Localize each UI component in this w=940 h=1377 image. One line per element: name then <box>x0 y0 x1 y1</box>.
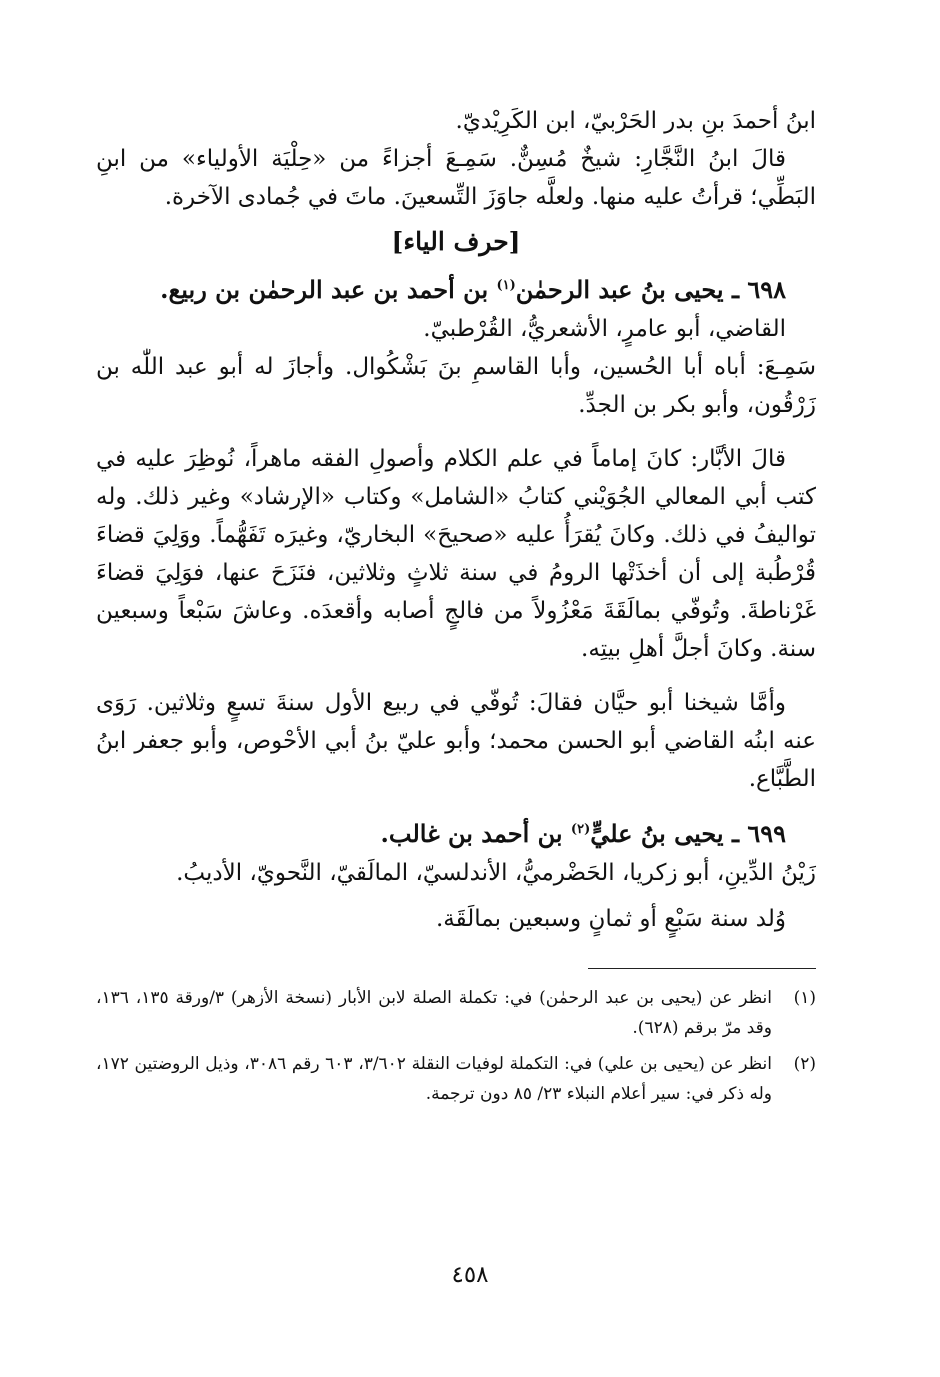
entry-paragraph: سَمِـعَ: أباه أبا الحُسين، وأبا القاسمِ بنَ بَشْكُوال. وأجازَ له أبو عبد اللّٰه بن زَرْقُون، وأبو بكر بن الجدِّ. <box>96 354 816 418</box>
entry-title <box>96 814 816 854</box>
footnote-ref[interactable]: (٢) <box>570 822 591 837</box>
entry-name: يحيى بنُ عليٍّ <box>590 819 724 848</box>
entry-title <box>96 270 816 310</box>
footnote-text: انظر عن (يحيى بن عبد الرحمٰن) في: تكملة الصلة لابن الأبار (نسخة الأزهر) ٣/ورقة ١٣٥، ١٣٦، وقد مرّ برقم (٦٢٨). <box>96 988 773 1038</box>
continuation-paragraph: قالَ ابنُ النَّجَّارِ: شيخٌ مُسِنٌّ. سَمِـعَ أجزاءً من «حِلْيَة الأولياء» من ابنِ البَطِّي؛ قرأتُ عليه منها. ولعلَّه جاوَزَ التِّسعينَ. ماتَ في جُمادى الآخرة. <box>96 146 816 210</box>
footnote <box>96 983 816 1043</box>
entry-number: ٦٩٨ ـ <box>731 275 786 304</box>
footnote-marker: (٢) <box>793 1054 816 1074</box>
entry-number: ٦٩٩ ـ <box>731 819 786 848</box>
entry-698 <box>96 270 816 798</box>
continuation-line: ابنُ أحمدَ بنِ بدر الحَرْبيّ، ابن الكَرِيْديّ. <box>455 108 816 134</box>
entry-paragraph: زَيْنُ الدِّينِ، أبو زكريا، الحَضْرميُّ، الأندلسيّ، المالَقيّ، النَّحويّ، الأديبُ. <box>176 860 816 886</box>
footnote <box>96 1049 816 1109</box>
entry-paragraph: وُلد سنة سَبْعٍ أو ثمانٍ وسبعين بمالَقَة. <box>436 906 786 932</box>
page-number: ٤٥٨ <box>451 1262 489 1288</box>
section-heading: [حرف الياء] <box>391 227 521 256</box>
footnotes <box>96 983 816 1109</box>
page-body <box>96 102 816 1352</box>
entry-name-continued: بن أحمد بن غالب. <box>380 819 563 848</box>
entry-paragraph: القاضي، أبو عامرٍ، الأشعريُّ، القُرْطبيّ. <box>423 316 786 342</box>
footnote-ref[interactable]: (١) <box>496 278 516 293</box>
entry-name: يحيى بنُ عبد الرحمٰن <box>515 275 724 304</box>
entry-paragraph: وأمَّا شيخنا أبو حيَّان فقالَ: تُوفّي في ربيع الأول سنةَ تسعٍ وثلاثين. رَوَى عنه ابنُه القاضي أبو الحسن محمد؛ وأبو عليّ بنُ أبي الأحْوص، وأبو جعفر ابنُ الطَّبَّاع. <box>96 690 816 792</box>
footnote-marker: (١) <box>793 988 816 1008</box>
entry-name-continued: بن أحمد بن عبد الرحمٰن بن ربيع. <box>160 275 489 304</box>
footnote-text: انظر عن (يحيى بن علي) في: التكملة لوفيات النقلة ٣/٦٠٢، ٦٠٣ رقم ٣٠٨٦، وذيل الروضتين ١٧٢، وله ذكر في: سير أعلام النبلاء ٢٣/ ٨٥ دون ترجمة. <box>96 1054 773 1104</box>
footnote-separator <box>588 968 816 969</box>
entry-699 <box>96 814 816 938</box>
entry-paragraph: قالَ الأبَّار: كانَ إماماً في علم الكلام وأصولِ الفقه ماهراً، نُوظِرَ عليه في كتب أبي المعالي الجُوَيْني كتابُ «الشامل» وكتاب «الإرشاد» وغير ذلك. وله تواليفُ في ذلك. وكانَ يُقرَأُ عليه «صحيحَ» البخاريّ، وغيرَه تَفَهُّماً. ووَلِيَ قضاءَ قُرْطُبة إلى أن أخذَتْها الرومُ في سنة ثلاثٍ وثلاثين، فنَزَحَ عنها، فوَلِيَ قضاءَ غَرْناطةَ. وتُوفّي بمالَقَةَ مَعْزُولاً من فالجٍ أصابه وأقعدَه. وعاشَ سَبْعاً وسبعين سنة. وكانَ أجلَّ أهلِ بيتِه. <box>96 446 816 662</box>
